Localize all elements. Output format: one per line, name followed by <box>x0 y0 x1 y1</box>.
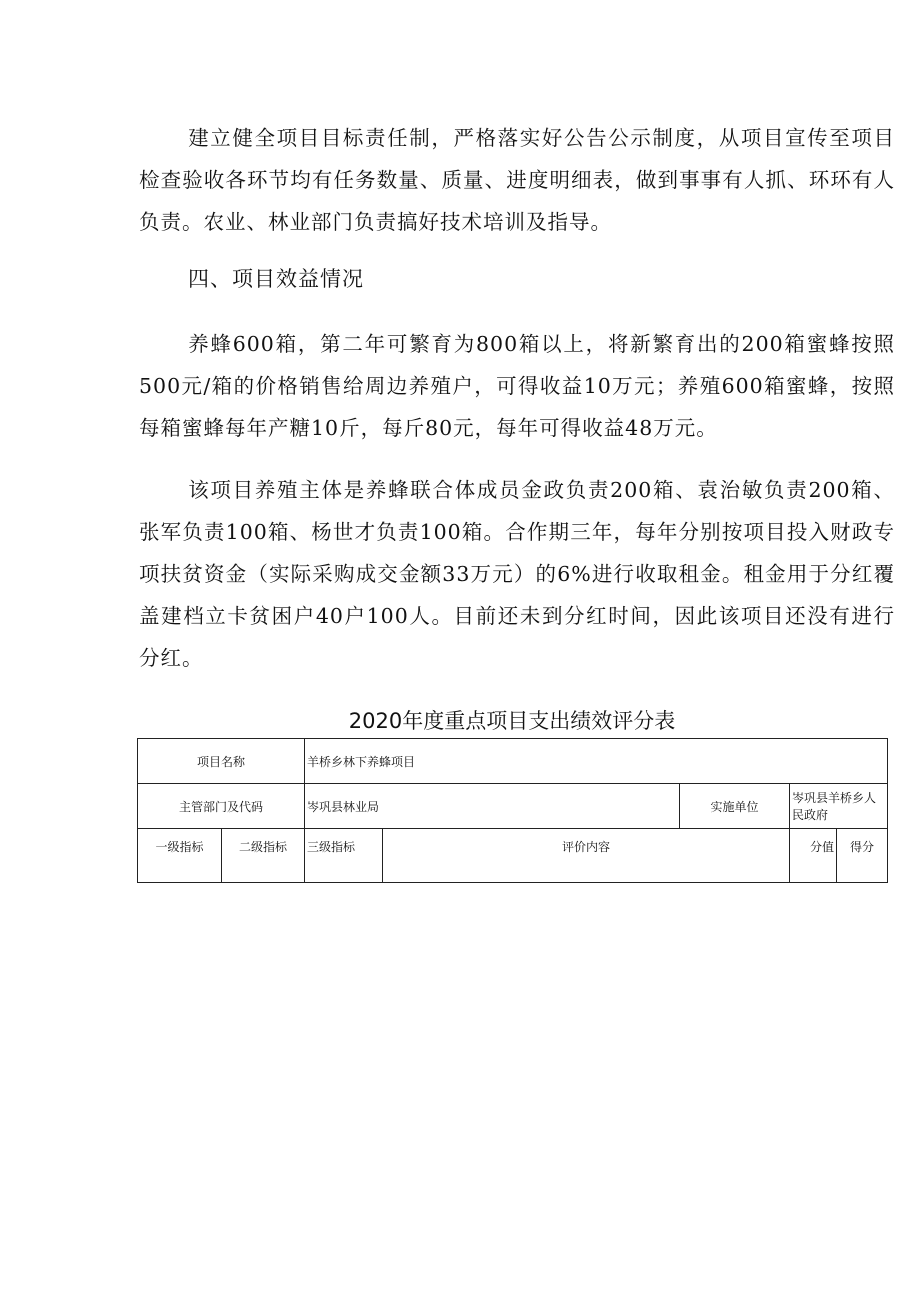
paragraph-operation: 该项目养殖主体是养蜂联合体成员金政负责200箱、袁治敏负责200箱、张军负责100箱、杨世才负责100箱。合作期三年，每年分别按项目投入财政专项扶贫资金（实际采购成交金额33万元）的6%进行收取租金。租金用于分红覆盖建档立卡贫困户40户100人。目前还未到分红时间，因此该项目还没有进行分红。 <box>139 478 895 670</box>
header-content: 评价内容 <box>383 829 790 883</box>
header-score: 分值 <box>790 829 837 883</box>
paragraph-benefits: 养蜂600箱，第二年可繁育为800箱以上，将新繁育出的200箱蜜蜂按照500元/箱的价格销售给周边养殖户，可得收益10万元；养殖600箱蜜蜂，按照每箱蜜蜂每年产糖10斤，每斤80元，每年可得收益48万元。 <box>139 332 895 440</box>
paragraph-responsibility: 建立健全项目目标责任制，严格落实好公告公示制度，从项目宣传至项目检查验收各环节均有任务数量、质量、进度明细表，做到事事有人抓、环环有人负责。农业、林业部门负责搞好技术培训及指导。 <box>139 126 895 234</box>
header-level3: 三级指标 <box>305 829 383 883</box>
project-name-label: 项目名称 <box>138 739 305 784</box>
performance-score-table <box>137 738 888 883</box>
table-row-project-name <box>138 739 888 784</box>
header-got: 得分 <box>837 829 888 883</box>
project-name-value: 羊桥乡林下养蜂项目 <box>305 739 888 784</box>
dept-label: 主管部门及代码 <box>138 784 305 829</box>
impl-label: 实施单位 <box>680 784 790 829</box>
header-level2: 二级指标 <box>222 829 305 883</box>
table-row-department <box>138 784 888 829</box>
header-level1: 一级指标 <box>138 829 222 883</box>
table-title: 2020年度重点项目支出绩效评分表 <box>348 709 676 733</box>
section-heading: 四、项目效益情况 <box>188 267 364 291</box>
dept-value: 岑巩县林业局 <box>305 784 680 829</box>
table-header-row <box>138 829 888 883</box>
impl-value: 岑巩县羊桥乡人民政府 <box>790 784 888 829</box>
